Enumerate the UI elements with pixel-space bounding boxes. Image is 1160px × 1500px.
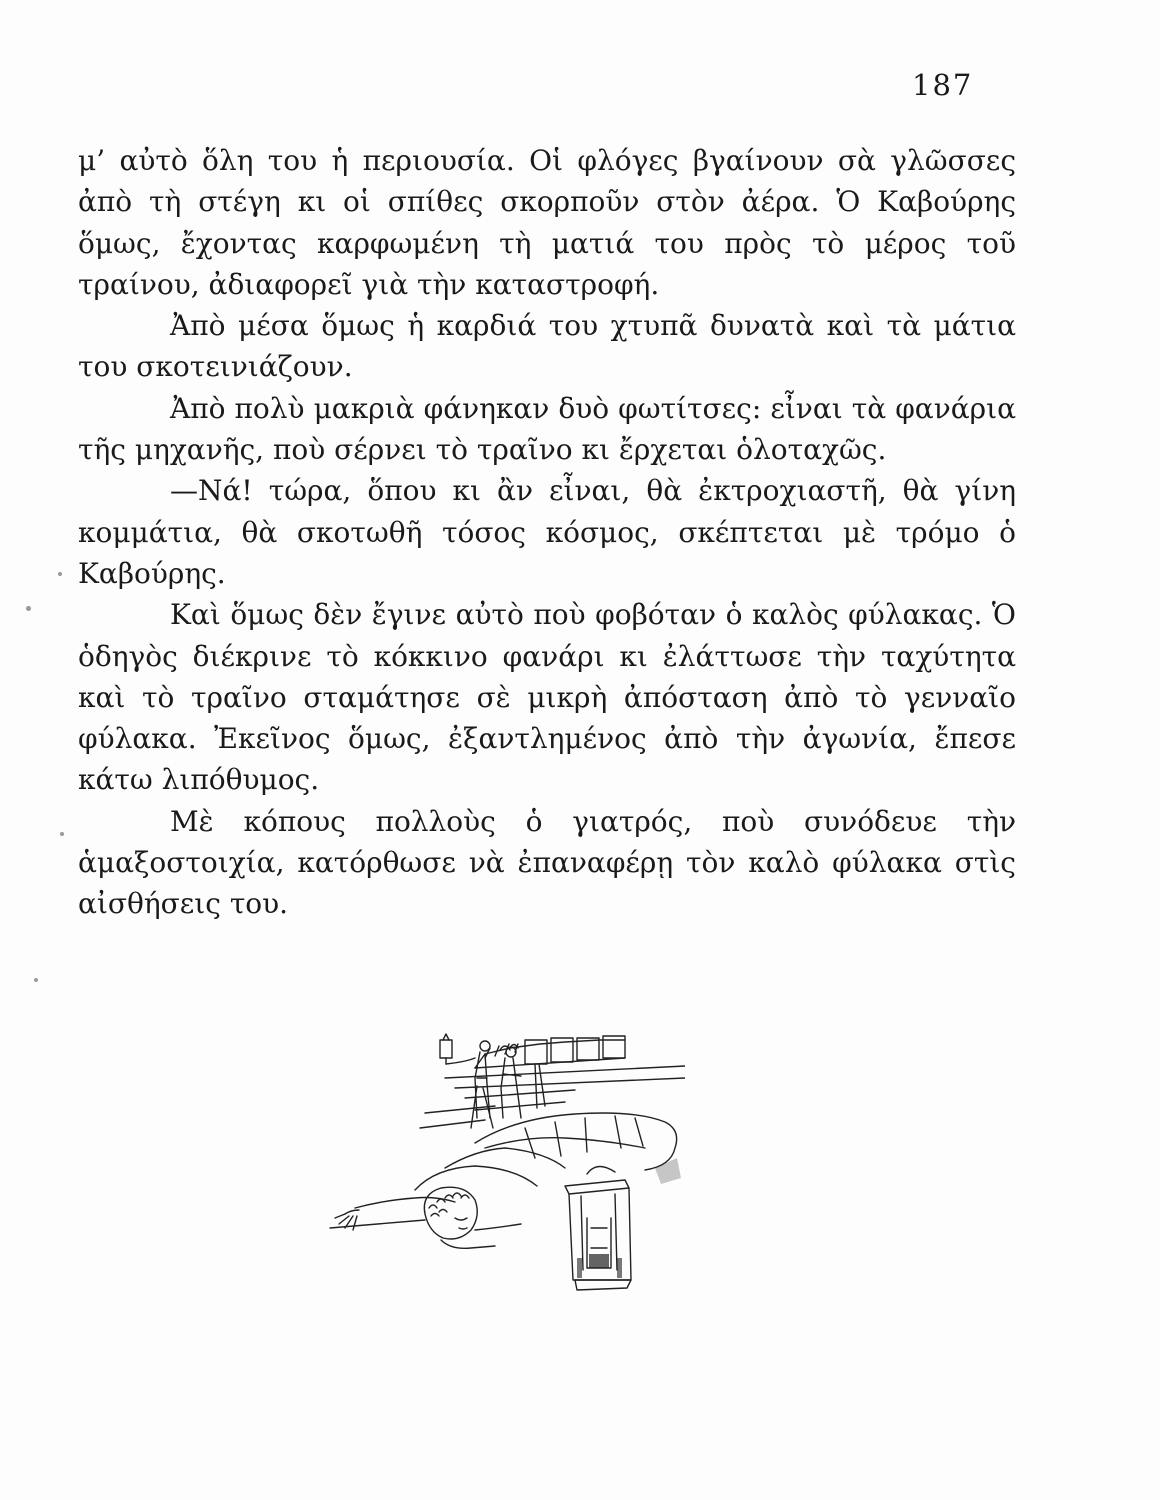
- margin-speck: [34, 978, 38, 982]
- paragraph-3: Ἀπὸ πολὺ μακριὰ φάνηκαν δυὸ φωτίτσες: εἶναι τὰ φανάρια τῆς μηχανῆς, ποὺ σέρνει τὸ τραῖνο κι ἔρχεται ὁλοταχῶς.: [78, 391, 1016, 467]
- head-sketch: [424, 1187, 521, 1248]
- paragraph-4: —Νά! τώρα, ὅπου κι ἂν εἶναι, θὰ ἐκτροχιαστῆ, θὰ γίνη κομμάτια, θὰ σκοτωθῆ τόσος κόσμος, σκέπτεται μὲ τρόμο ὁ Καβούρης.: [78, 474, 1016, 590]
- paragraph-6: Μὲ κόπους πολλοὺς ὁ γιατρός, ποὺ συνόδευε τὴν ἁμαξοστοιχία, κατόρθωσε νὰ ἐπαναφέρῃ τὸν καλὸ φύλακα στὶς αἰσθήσεις του.: [78, 804, 1016, 921]
- paragraph-2: Ἀπὸ μέσα ὅμως ἡ καρδιά του χτυπᾶ δυνατὰ καὶ τὰ μάτια του σκοτεινιάζουν.: [78, 309, 1016, 384]
- paragraph-5: Καὶ ὅμως δὲν ἔγινε αὐτὸ ποὺ φοβόταν ὁ καλὸς φύλακας. Ὁ ὁδηγὸς διέκρινε τὸ κόκκινο φανάρι κι ἐλάττωσε τὴν ταχύτητα καὶ τὸ τραῖνο σταμάτησε σὲ μικρὴ ἀπόσταση ἀπὸ τὸ γενναῖο φύλακα. Ἐκεῖνος ὅμως, ἐξαντλημένος ἀπὸ τὴν ἀγωνία, ἔπεσε κάτω λιπόθυμος.: [78, 598, 1016, 797]
- paragraph-1: μ’ αὐτὸ ὅλη του ἡ περιουσία. Οἱ φλόγες βγαίνουν σὰ γλῶσσες ἀπὸ τὴ στέγη κι οἱ σπίθες σκορποῦν στὸν ἀέρα. Ὁ Καβούρης ὅμως, ἔχοντας καρφωμένη τὴ ματιά του πρὸς τὸ μέρος τοῦ τραίνου, ἀδιαφορεῖ γιὰ τὴν καταστροφή.: [78, 144, 1016, 301]
- page-number: 187: [912, 68, 974, 102]
- illustration-fallen-guard: [325, 1018, 685, 1298]
- margin-speck: [58, 572, 62, 576]
- train-sketch: [420, 1036, 685, 1128]
- body-text: [78, 140, 1016, 925]
- margin-speck: [60, 832, 64, 836]
- standing-figures-sketch: [440, 1034, 545, 1128]
- margin-speck: [26, 606, 31, 611]
- lying-figure-sketch: [330, 1113, 677, 1230]
